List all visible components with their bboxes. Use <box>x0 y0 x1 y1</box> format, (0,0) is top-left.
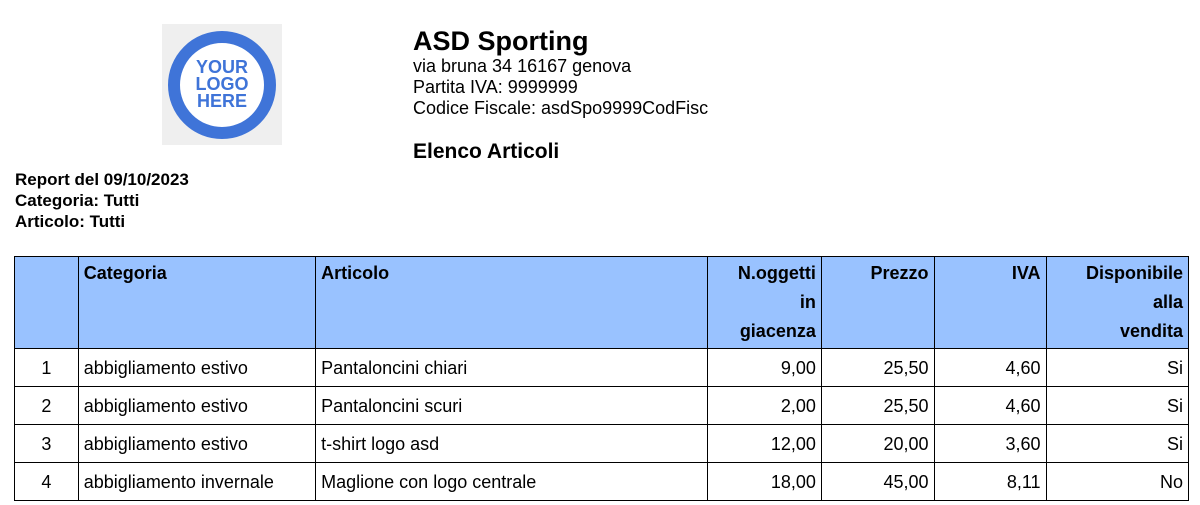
row-quantity: 12,00 <box>707 425 821 463</box>
header-available-line-1: Disponibile <box>1085 263 1183 283</box>
logo-badge-icon <box>162 24 282 145</box>
table-header-row <box>15 257 1189 349</box>
company-name: ASD Sporting <box>413 26 589 56</box>
row-index: 1 <box>15 349 79 387</box>
table-row <box>15 349 1189 387</box>
header-quantity-line-1: N.oggetti <box>737 263 816 283</box>
header-price: Prezzo <box>821 257 934 349</box>
row-category: abbigliamento estivo <box>78 387 315 425</box>
row-available: Si <box>1046 349 1188 387</box>
row-index: 2 <box>15 387 79 425</box>
report-date: Report del 09/10/2023 <box>15 170 189 189</box>
report-filters <box>15 169 189 232</box>
row-article: Maglione con logo centrale <box>316 463 708 501</box>
header-quantity <box>707 257 821 349</box>
table-row <box>15 387 1189 425</box>
row-article: Pantaloncini chiari <box>316 349 708 387</box>
header-available-line-2: alla <box>1152 292 1183 312</box>
company-logo <box>162 24 282 145</box>
row-available: Si <box>1046 387 1188 425</box>
row-article: t-shirt logo asd <box>316 425 708 463</box>
logo-text-line-3: HERE <box>196 91 248 111</box>
row-index: 3 <box>15 425 79 463</box>
header-available <box>1046 257 1188 349</box>
header-category: Categoria <box>78 257 315 349</box>
row-quantity: 18,00 <box>707 463 821 501</box>
row-vat: 4,60 <box>934 349 1046 387</box>
row-price: 20,00 <box>821 425 934 463</box>
company-address: via bruna 34 16167 genova <box>413 56 632 76</box>
row-price: 25,50 <box>821 387 934 425</box>
row-vat: 3,60 <box>934 425 1046 463</box>
header-available-line-3: vendita <box>1119 321 1183 341</box>
row-category: abbigliamento estivo <box>78 425 315 463</box>
report-article-filter: Articolo: Tutti <box>15 212 126 231</box>
row-category: abbigliamento invernale <box>78 463 315 501</box>
company-header <box>413 26 1113 119</box>
row-quantity: 2,00 <box>707 387 821 425</box>
table-row <box>15 463 1189 501</box>
company-tax-code: Codice Fiscale: asdSpo9999CodFisc <box>413 98 709 118</box>
logo-text-line-1: YOUR <box>195 57 249 77</box>
header-vat: IVA <box>934 257 1046 349</box>
header-quantity-line-2: in <box>799 292 816 312</box>
document-title: Elenco Articoli <box>413 140 560 163</box>
row-quantity: 9,00 <box>707 349 821 387</box>
row-category: abbigliamento estivo <box>78 349 315 387</box>
row-available: No <box>1046 463 1188 501</box>
articles-table <box>14 256 1189 501</box>
header-quantity-line-3: giacenza <box>739 321 816 341</box>
header-article: Articolo <box>316 257 708 349</box>
row-article: Pantaloncini scuri <box>316 387 708 425</box>
logo-text-line-2: LOGO <box>195 74 249 94</box>
row-vat: 8,11 <box>934 463 1046 501</box>
row-available: Si <box>1046 425 1188 463</box>
company-vat-number: Partita IVA: 9999999 <box>413 77 578 97</box>
report-category-filter: Categoria: Tutti <box>15 191 140 210</box>
row-index: 4 <box>15 463 79 501</box>
row-price: 25,50 <box>821 349 934 387</box>
row-price: 45,00 <box>821 463 934 501</box>
row-vat: 4,60 <box>934 387 1046 425</box>
table-row <box>15 425 1189 463</box>
header-index <box>15 257 79 349</box>
